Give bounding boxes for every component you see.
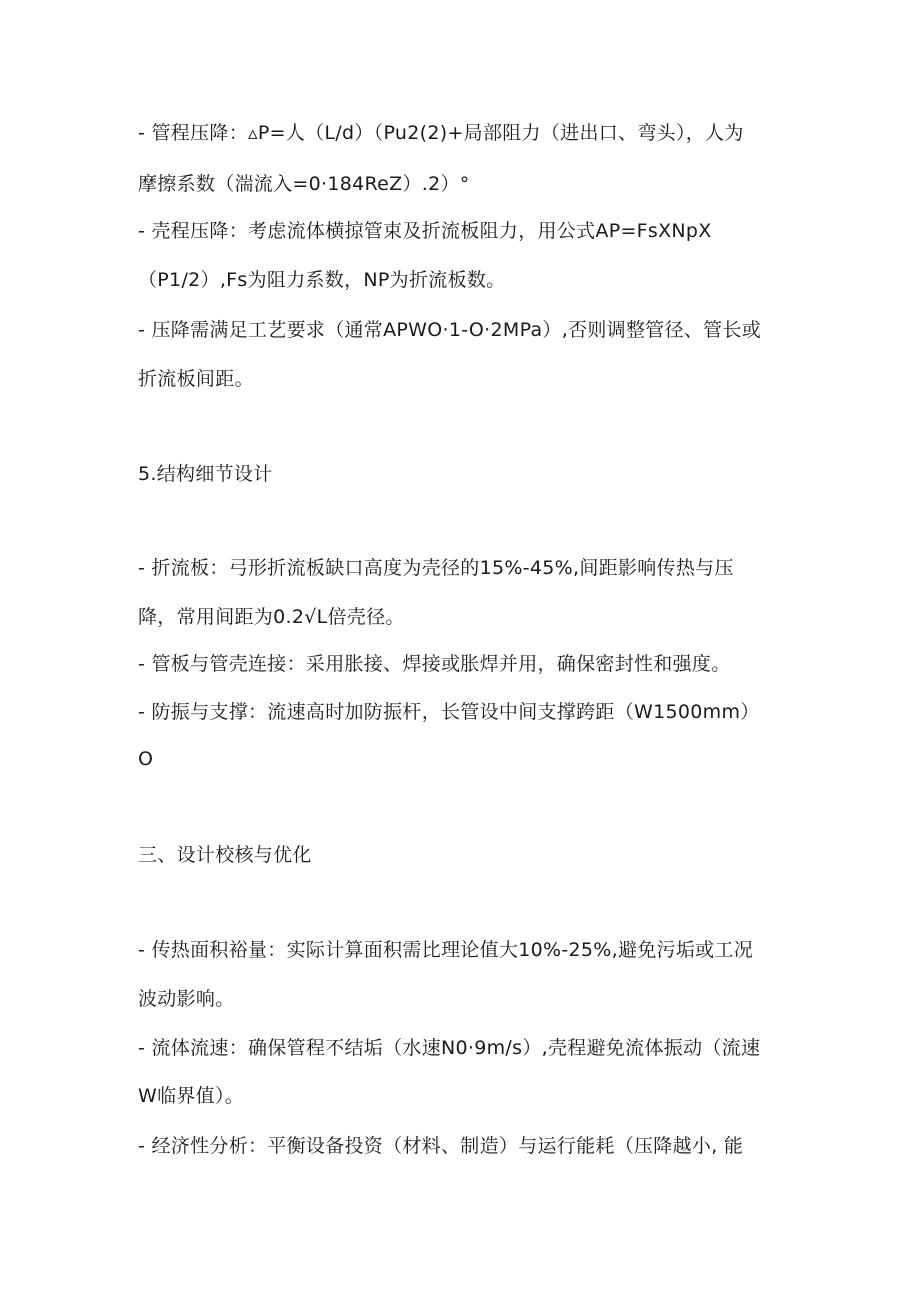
- text-line: - 壳程压降：考虑流体横掠管束及折流板阻力，用公式AP=FsXNpX: [138, 220, 712, 242]
- text-line: W临界值）。: [138, 1085, 245, 1107]
- text-line: O: [138, 748, 154, 770]
- section-heading: 三、设计校核与优化: [138, 844, 312, 866]
- text-line: 摩擦系数（湍流入=0·184ReZ）.2）°: [138, 173, 470, 195]
- text-line: 降，常用间距为0.2√L倍壳径。: [138, 606, 405, 628]
- text-line: - 压降需满足工艺要求（通常APWO·1-O·2MPa）,否则调整管径、管长或: [138, 319, 762, 341]
- text-line: - 传热面积裕量：实际计算面积需比理论值大10%-25%,避免污垢或工况: [138, 939, 754, 961]
- text-line: 波动影响。: [138, 988, 235, 1010]
- text-line: - 折流板：弓形折流板缺口高度为壳径的15%-45%,间距影响传热与压: [138, 557, 734, 579]
- text-line: - 经济性分析：平衡设备投资（材料、制造）与运行能耗（压降越小, 能: [138, 1135, 744, 1157]
- text-line: - 管程压降：▵P=人（L/d）（Pu2(2)+局部阻力（进出口、弯头），人为: [138, 122, 744, 144]
- text-line: - 流体流速：确保管程不结垢（水速N0·9m∕s）,壳程避免流体振动（流速: [138, 1037, 761, 1059]
- text-line: - 管板与管壳连接：采用胀接、焊接或胀焊并用，确保密封性和强度。: [138, 653, 731, 675]
- text-line: 折流板间距。: [138, 368, 254, 390]
- section-heading: 5.结构细节设计: [138, 463, 273, 485]
- text-line: （P1/2）,Fs为阻力系数，NP为折流板数。: [138, 269, 506, 291]
- text-line: - 防振与支撑：流速高时加防振杆，长管设中间支撑跨距（W1500mm）: [138, 701, 760, 723]
